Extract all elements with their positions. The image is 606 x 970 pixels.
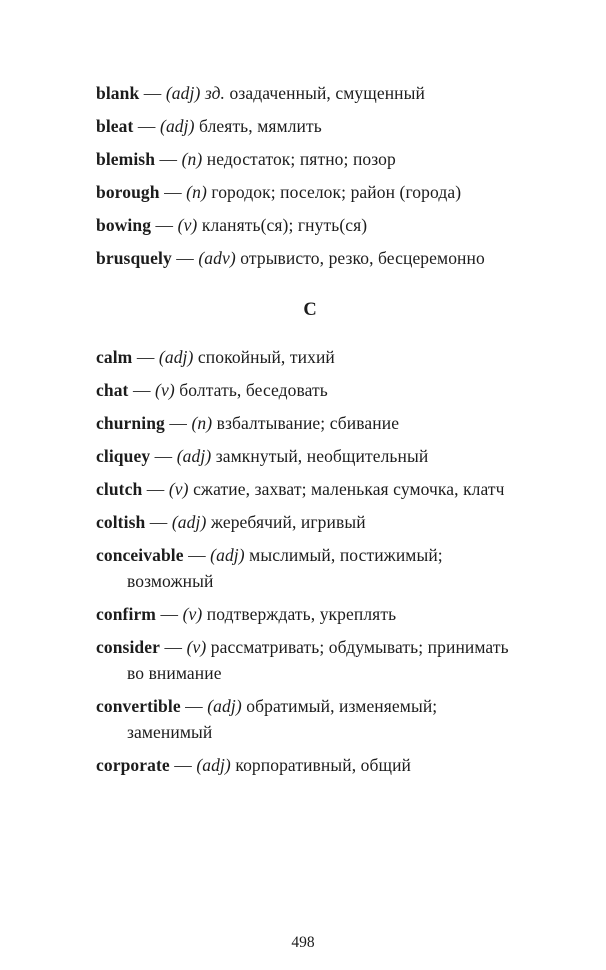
entry-dash: —	[160, 637, 187, 657]
entry-dash: —	[164, 413, 192, 433]
entry-dash: —	[151, 215, 178, 235]
dictionary-entry	[96, 344, 524, 370]
dictionary-entry	[96, 410, 524, 436]
dictionary-entry	[96, 693, 524, 745]
entry-translation: подтверждать, укреплять	[202, 604, 397, 624]
entry-translation: недостаток; пятно; позор	[202, 149, 396, 169]
entry-part-of-speech: (adj)	[165, 83, 201, 103]
entry-word: bowing	[96, 215, 152, 235]
page-number: 498	[291, 934, 315, 951]
entry-word: bleat	[96, 116, 134, 136]
entry-word: consider	[96, 637, 160, 657]
entry-part-of-speech: (v)	[182, 604, 203, 624]
entry-word: conceivable	[96, 545, 184, 565]
entry-part-of-speech: (n)	[186, 182, 207, 202]
entry-list	[96, 80, 524, 271]
entry-dash: —	[171, 248, 199, 268]
dictionary-entry	[96, 245, 524, 271]
entry-dash: —	[180, 696, 208, 716]
dictionary-entry	[96, 212, 524, 238]
dictionary-entry	[96, 146, 524, 172]
entry-word: coltish	[96, 512, 146, 532]
entry-word: borough	[96, 182, 160, 202]
entry-translation: блеять, мямлить	[194, 116, 322, 136]
entry-translation: жеребячий, игривый	[206, 512, 366, 532]
entry-translation: взбалтывание; сбивание	[212, 413, 400, 433]
dictionary-entry	[96, 443, 524, 469]
entry-dash: —	[133, 116, 161, 136]
entry-part-of-speech: (v)	[177, 215, 198, 235]
entry-translation: спокойный, тихий	[193, 347, 335, 367]
entry-translation: кланять(ся); гнуть(ся)	[197, 215, 368, 235]
entry-dash: —	[132, 347, 159, 367]
dictionary-entry	[96, 752, 524, 778]
entry-translation: сжатие, захват; маленькая сумочка, клатч	[188, 479, 505, 499]
entry-word: brusquely	[96, 248, 172, 268]
entry-dash: —	[169, 755, 197, 775]
entry-translation: отрывисто, резко, бесцеремонно	[235, 248, 485, 268]
entry-dash: —	[156, 604, 183, 624]
entry-part-of-speech: (adj)	[196, 755, 231, 775]
entry-dash: —	[139, 83, 166, 103]
entry-word: churning	[96, 413, 165, 433]
entry-part-of-speech: (n)	[191, 413, 213, 433]
entry-word: blemish	[96, 149, 156, 169]
dictionary-entry	[96, 179, 524, 205]
dictionary-entry	[96, 542, 524, 594]
entry-part-of-speech: (adj)	[176, 446, 212, 466]
entry-translation: мыслимый, постижимый; возможный	[127, 545, 443, 591]
entry-part-of-speech: (adj)	[207, 696, 242, 716]
entry-word: corporate	[96, 755, 170, 775]
section-letter: C	[303, 300, 317, 320]
entry-dash: —	[150, 446, 177, 466]
dictionary-entry	[96, 509, 524, 535]
entry-translation: корпоративный, общий	[230, 755, 412, 775]
entry-part-of-speech: (v)	[155, 380, 175, 400]
entry-translation: рассматривать; обдумывать; принимать во внимание	[127, 637, 509, 683]
entry-word: calm	[96, 347, 133, 367]
entry-dash: —	[159, 182, 187, 202]
entry-part-of-speech: (adj)	[158, 347, 194, 367]
dictionary-entry	[96, 634, 524, 686]
entry-part-of-speech: (adj)	[210, 545, 245, 565]
dictionary-entry	[96, 377, 524, 403]
dictionary-entry	[96, 80, 524, 106]
entry-part-of-speech: (n)	[181, 149, 203, 169]
entry-dash: —	[128, 380, 156, 400]
entry-word: cliquey	[96, 446, 151, 466]
entry-word: clutch	[96, 479, 143, 499]
dictionary-entry	[96, 601, 524, 627]
dictionary-entry	[96, 113, 524, 139]
entry-part-of-speech: (v)	[168, 479, 189, 499]
entry-word: blank	[96, 83, 140, 103]
entry-translation: озадаченный, смущенный	[225, 83, 425, 103]
entry-translation: замкнутый, необщительный	[211, 446, 429, 466]
entry-dash: —	[142, 479, 169, 499]
entry-note: зд.	[200, 83, 226, 103]
entry-word: convertible	[96, 696, 181, 716]
entry-word: chat	[96, 380, 129, 400]
entry-part-of-speech: (adj)	[171, 512, 207, 532]
entry-dash: —	[155, 149, 182, 169]
entry-translation: обратимый, изменяемый; заменимый	[127, 696, 438, 742]
entry-translation: болтать, беседовать	[174, 380, 328, 400]
entry-part-of-speech: (adv)	[198, 248, 236, 268]
dictionary-section	[96, 297, 524, 778]
entry-part-of-speech: (adj)	[160, 116, 195, 136]
sections	[96, 80, 524, 785]
entry-dash: —	[183, 545, 211, 565]
entry-dash: —	[145, 512, 172, 532]
entry-translation: городок; поселок; район (города)	[206, 182, 462, 202]
dictionary-section	[96, 80, 524, 271]
dictionary-entry	[96, 476, 524, 502]
entry-list	[96, 344, 524, 778]
entry-part-of-speech: (v)	[186, 637, 207, 657]
entry-word: confirm	[96, 604, 156, 624]
